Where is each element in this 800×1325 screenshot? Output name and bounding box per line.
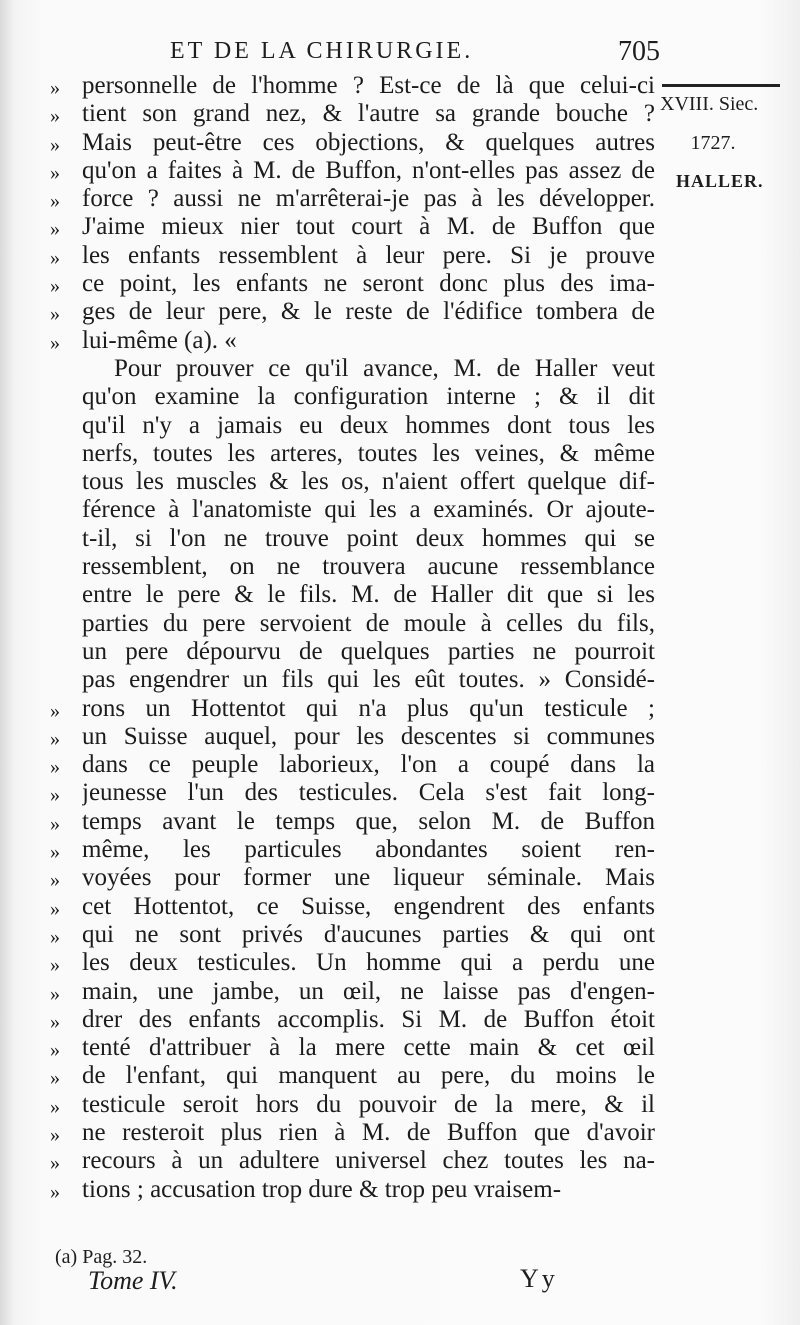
text-line — [50, 893, 655, 921]
line-text: cet Hottentot, ce Suisse, engendrent des enfants — [82, 892, 655, 920]
quote-mark — [50, 355, 82, 383]
text-line — [50, 1006, 655, 1034]
text-line — [50, 355, 655, 383]
quote-mark — [50, 412, 82, 440]
quote-mark — [50, 666, 82, 694]
catchword: Yy — [520, 1264, 558, 1293]
quote-mark: » — [50, 727, 60, 750]
text-line — [50, 638, 655, 666]
line-text: entre le pere & le fils. M. de Haller dit que si les — [82, 581, 655, 609]
quote-mark: » — [50, 925, 60, 948]
text-line — [50, 1119, 655, 1147]
quote-mark: » — [50, 784, 60, 807]
line-text: qu'on examine la configuration interne ; & il dit — [82, 383, 655, 411]
line-text: les enfants ressemblent à leur pere. Si je prouve — [82, 241, 655, 269]
line-text: tous les muscles & les os, n'aient offert quelque dif- — [82, 468, 655, 496]
margin-century: XVIII. Siec. — [660, 93, 759, 115]
line-text: férence à l'anatomiste qui les a examinés. Or ajoute- — [82, 496, 655, 524]
text-line — [50, 129, 655, 157]
line-text: pas engendrer un fils qui les eût toutes. » Considé- — [82, 666, 655, 694]
quote-mark: » — [50, 331, 60, 354]
running-head: ET DE LA CHIRURGIE. — [170, 38, 474, 64]
text-line — [50, 412, 655, 440]
line-text: les deux testicules. Un homme qui a perdu une — [82, 949, 655, 977]
quote-mark: » — [50, 1180, 60, 1203]
text-line — [50, 383, 655, 411]
text-line — [50, 666, 655, 694]
quote-mark — [50, 610, 82, 638]
text-line — [50, 1091, 655, 1119]
line-text: qu'on a faites à M. de Buffon, n'ont-elles pas assez de — [82, 156, 655, 184]
text-line — [50, 157, 655, 185]
line-text: main, une jambe, un œil, ne laisse pas d'engen- — [82, 977, 655, 1005]
line-text: nerfs, toutes les arteres, toutes les veines, & même — [82, 439, 655, 467]
line-text: tient son grand nez, & l'autre sa grande bouche ? — [82, 100, 655, 128]
quote-mark: » — [50, 897, 60, 920]
line-text: J'aime mieux nier tout court à M. de Buffon que — [82, 213, 655, 241]
text-line — [50, 751, 655, 779]
text-line — [50, 1176, 655, 1204]
line-text: dans ce peuple laborieux, l'on a coupé dans la — [82, 751, 655, 779]
line-text: tenté d'attribuer à la mere cette main & cet œil — [82, 1034, 655, 1062]
quote-mark — [50, 638, 82, 666]
quote-mark — [50, 581, 82, 609]
line-text: un Suisse auquel, pour les descentes si communes — [82, 722, 655, 750]
line-text: testicule seroit hors du pouvoir de la mere, & il — [82, 1090, 655, 1118]
quote-mark: » — [50, 954, 60, 977]
text-line — [50, 1034, 655, 1062]
line-text: Mais peut-être ces objections, & quelques autres — [82, 128, 655, 156]
page-header — [50, 30, 660, 70]
body-text — [50, 72, 655, 1204]
text-line — [50, 610, 655, 638]
text-line — [50, 298, 655, 326]
margin-name: HALLER. — [676, 171, 764, 191]
text-line — [50, 723, 655, 751]
quote-mark: » — [50, 982, 60, 1005]
page-number: 705 — [618, 36, 660, 67]
quote-mark: » — [50, 161, 60, 184]
text-line — [50, 496, 655, 524]
quote-mark: » — [50, 190, 60, 213]
footnote: (a) Pag. 32. — [55, 1246, 148, 1268]
line-text: lui-même (a). « — [82, 326, 237, 354]
text-line — [50, 327, 655, 355]
line-text: Pour prouver ce qu'il avance, M. de Haller veut — [114, 354, 655, 382]
margin-rule — [662, 84, 780, 87]
text-line — [50, 921, 655, 949]
quote-mark: » — [50, 1123, 60, 1146]
line-text: force ? aussi ne m'arrêterai-je pas à les développer. — [82, 185, 655, 213]
quote-mark: » — [50, 1152, 60, 1175]
text-line — [50, 949, 655, 977]
quote-mark — [50, 553, 82, 581]
quote-mark: » — [50, 133, 60, 156]
quote-mark: » — [50, 869, 60, 892]
quote-mark: » — [50, 699, 60, 722]
line-text: un pere dépourvu de quelques parties ne pourroit — [82, 637, 655, 665]
quote-mark: » — [50, 841, 60, 864]
text-line — [50, 185, 655, 213]
line-text: qu'il n'y a jamais eu deux hommes dont tous les — [82, 411, 655, 439]
quote-mark: » — [50, 246, 60, 269]
line-text: personnelle de l'homme ? Est-ce de là que celui-ci — [82, 72, 655, 99]
text-line — [50, 581, 655, 609]
text-line — [50, 978, 655, 1006]
quote-mark — [50, 440, 82, 468]
text-line — [50, 440, 655, 468]
line-text: rons un Hottentot qui n'a plus qu'un testicule ; — [82, 694, 655, 722]
line-text: ressemblent, on ne trouvera aucune ressemblance — [82, 553, 655, 581]
text-line — [50, 779, 655, 807]
quote-mark: » — [50, 756, 60, 779]
margin-note — [658, 84, 798, 192]
quote-mark: » — [50, 1067, 60, 1090]
quote-mark — [50, 525, 82, 553]
line-text: même, les particules abondantes soient ren- — [82, 836, 655, 864]
quote-mark: » — [50, 77, 60, 99]
quote-mark: » — [50, 275, 60, 298]
line-text: parties du pere servoient de moule à celles du fils, — [82, 609, 655, 637]
text-line — [50, 695, 655, 723]
quote-mark — [50, 496, 82, 524]
line-text: jeunesse l'un des testicules. Cela s'est fait long- — [82, 779, 655, 807]
quote-mark: » — [50, 1095, 60, 1118]
text-line — [50, 1147, 655, 1175]
text-line — [50, 242, 655, 270]
line-text: tions ; accusation trop dure & trop peu vraisem- — [82, 1175, 562, 1203]
text-line — [50, 213, 655, 241]
text-line — [50, 468, 655, 496]
text-line — [50, 525, 655, 553]
line-text: voyées pour former une liqueur séminale. Mais — [82, 864, 655, 892]
signature-mark: Tome IV. — [88, 1266, 178, 1295]
quote-mark — [50, 383, 82, 411]
text-line — [50, 100, 655, 128]
text-line — [50, 553, 655, 581]
quote-mark: » — [50, 303, 60, 326]
quote-mark: » — [50, 812, 60, 835]
quote-mark — [50, 468, 82, 496]
line-text: ges de leur pere, & le reste de l'édifice tombera de — [82, 298, 655, 326]
line-text: recours à un adultere universel chez toutes les na- — [82, 1147, 655, 1175]
text-line — [50, 270, 655, 298]
line-text: drer des enfants accomplis. Si M. de Buffon étoit — [82, 1005, 655, 1033]
quote-mark: » — [50, 105, 60, 128]
text-line — [50, 1062, 655, 1090]
margin-year: 1727. — [690, 132, 736, 154]
line-text: t-il, si l'on ne trouve point deux hommes qui se — [82, 524, 655, 552]
line-text: ne resteroit plus rien à M. de Buffon que d'avoir — [82, 1118, 655, 1146]
quote-mark: » — [50, 1039, 60, 1062]
text-line — [50, 808, 655, 836]
line-text: temps avant le temps que, selon M. de Buffon — [82, 807, 655, 835]
text-line — [50, 72, 655, 100]
quote-mark: » — [50, 218, 60, 241]
text-line — [50, 836, 655, 864]
quote-mark: » — [50, 1010, 60, 1033]
text-line — [50, 864, 655, 892]
line-text: de l'enfant, qui manquent au pere, du moins le — [82, 1062, 655, 1090]
line-text: ce point, les enfants ne seront donc plus des ima- — [82, 270, 655, 298]
line-text: qui ne sont privés d'aucunes parties & qui ont — [82, 920, 655, 948]
